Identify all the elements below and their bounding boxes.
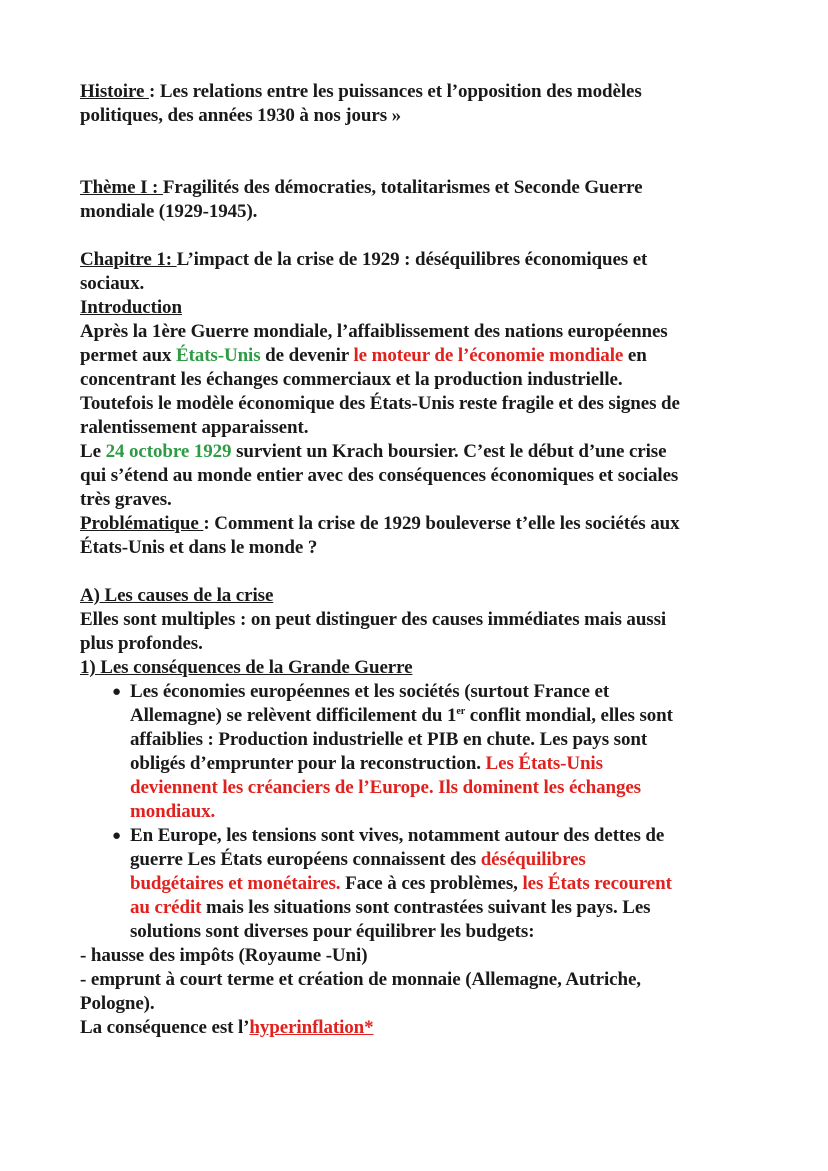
text-line <box>80 296 780 320</box>
text-line <box>80 512 780 536</box>
text-segment: - hausse des impôts (Royaume -Uni) <box>80 945 368 966</box>
text-segment: Les économies européennes et les sociétés (surtout France et <box>130 681 610 702</box>
bullet-line <box>80 824 780 848</box>
text-segment: En Europe, les tensions sont vives, notamment autour des dettes de <box>130 825 665 846</box>
text-line <box>80 944 780 968</box>
text-segment: mais les situations sont contrastées suivant les pays. Les <box>201 897 651 918</box>
blank-line <box>80 152 780 176</box>
text-segment: Problématique <box>80 513 204 534</box>
text-line <box>80 704 780 728</box>
text-segment: concentrant les échanges commerciaux et la production industrielle. <box>80 369 623 390</box>
text-segment: Histoire <box>80 81 149 102</box>
highlighted-text: deviennent les créanciers de l’Europe. Ils dominent les échanges <box>130 777 641 798</box>
text-line <box>80 104 780 128</box>
text-line <box>80 416 780 440</box>
text-segment: qui s’étend au monde entier avec des conséquences économiques et sociales <box>80 465 679 486</box>
highlighted-text: budgétaires et monétaires. <box>130 873 341 894</box>
blank-line <box>80 560 780 584</box>
text-line <box>80 728 780 752</box>
text-segment: permet aux <box>80 345 176 366</box>
text-segment: Après la 1ère Guerre mondiale, l’affaiblissement des nations européennes <box>80 321 668 342</box>
text-segment: er <box>456 706 466 717</box>
text-segment: Face à ces problèmes, <box>340 873 523 894</box>
highlighted-text: États-Unis <box>176 345 261 366</box>
text-segment: : Les relations entre les puissances et l’opposition des modèles <box>148 81 642 102</box>
bullet-icon: ● <box>112 684 121 700</box>
highlighted-text: déséquilibres <box>480 849 586 870</box>
text-segment: mondiale (1929-1945). <box>80 201 258 222</box>
text-segment: Allemagne) se relèvent difficilement du 1 <box>130 705 457 726</box>
text-segment: ralentissement apparaissent. <box>80 417 309 438</box>
text-line <box>80 920 780 944</box>
text-segment: conflit mondial, elles sont <box>465 705 673 726</box>
text-segment: A) Les causes de la crise <box>80 585 274 606</box>
text-line <box>80 320 780 344</box>
text-line <box>80 200 780 224</box>
text-segment: États-Unis et dans le monde ? <box>80 537 318 558</box>
text-line <box>80 872 780 896</box>
text-line <box>80 536 780 560</box>
text-segment: de devenir <box>260 345 354 366</box>
highlighted-text: Les États-Unis <box>485 753 603 774</box>
highlighted-text: le moteur de l’économie mondiale <box>353 345 624 366</box>
text-segment: en <box>623 345 647 366</box>
text-segment: Fragilités des démocraties, totalitarismes et Seconde Guerre <box>162 177 643 198</box>
text-segment: La conséquence est l’ <box>80 1017 250 1038</box>
text-segment: très graves. <box>80 489 172 510</box>
text-line <box>80 176 780 200</box>
text-line <box>80 632 780 656</box>
highlighted-text: au crédit <box>130 897 202 918</box>
text-segment: sociaux. <box>80 273 145 294</box>
text-segment: plus profondes. <box>80 633 203 654</box>
text-line <box>80 440 780 464</box>
text-segment: 1) Les conséquences de la Grande Guerre <box>80 657 413 678</box>
glossary-link[interactable]: hyperinflation* <box>249 1017 374 1038</box>
text-line <box>80 248 780 272</box>
text-segment: : Comment la crise de 1929 bouleverse t’elle les sociétés aux <box>203 513 680 534</box>
blank-line <box>80 128 780 152</box>
text-line <box>80 392 780 416</box>
text-line <box>80 488 780 512</box>
document-page <box>80 80 780 1040</box>
text-line <box>80 80 780 104</box>
highlighted-text: les États recourent <box>522 873 672 894</box>
text-line <box>80 776 780 800</box>
text-line <box>80 656 780 680</box>
text-line <box>80 272 780 296</box>
text-line <box>80 968 780 992</box>
bullet-icon: ● <box>112 828 121 844</box>
text-segment: Introduction <box>80 297 182 318</box>
text-segment: politiques, des années 1930 à nos jours » <box>80 105 402 126</box>
text-segment: solutions sont diverses pour équilibrer les budgets: <box>130 921 535 942</box>
text-segment: obligés d’emprunter pour la reconstruction. <box>130 753 486 774</box>
text-line <box>80 368 780 392</box>
text-segment: Pologne). <box>80 993 155 1014</box>
text-line <box>80 896 780 920</box>
text-line <box>80 464 780 488</box>
text-line <box>80 608 780 632</box>
text-segment: Elles sont multiples : on peut distinguer des causes immédiates mais aussi <box>80 609 667 630</box>
highlighted-text: mondiaux. <box>130 801 216 822</box>
text-line <box>80 848 780 872</box>
text-segment: - emprunt à court terme et création de monnaie (Allemagne, Autriche, <box>80 969 641 990</box>
text-line <box>80 1016 780 1040</box>
text-line <box>80 584 780 608</box>
text-segment: Chapitre 1: <box>80 249 177 270</box>
text-segment: affaiblies : Production industrielle et PIB en chute. Les pays sont <box>130 729 648 750</box>
text-segment: Toutefois le modèle économique des États-Unis reste fragile et des signes de <box>80 393 680 414</box>
bullet-line <box>80 680 780 704</box>
text-segment: L’impact de la crise de 1929 : déséquilibres économiques et <box>176 249 648 270</box>
text-segment: guerre Les États européens connaissent des <box>130 849 481 870</box>
highlighted-text: 24 octobre 1929 <box>105 441 232 462</box>
text-line <box>80 752 780 776</box>
text-segment: survient un Krach boursier. C’est le début d’une crise <box>231 441 667 462</box>
text-line <box>80 800 780 824</box>
text-segment: Le <box>80 441 106 462</box>
blank-line <box>80 224 780 248</box>
text-line <box>80 344 780 368</box>
text-segment: Thème I : <box>80 177 163 198</box>
text-line <box>80 992 780 1016</box>
